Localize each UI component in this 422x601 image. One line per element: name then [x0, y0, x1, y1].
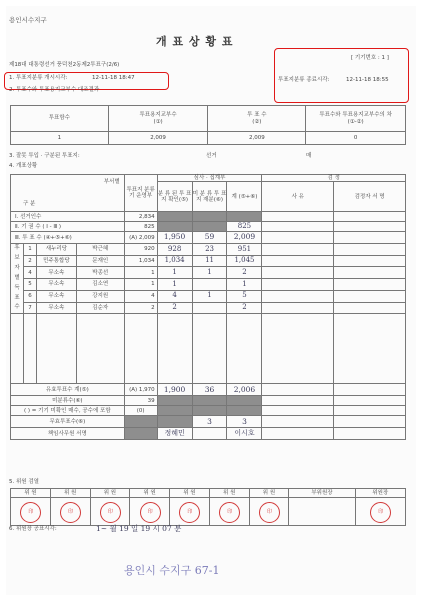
candidate-party: 무소속 — [36, 267, 76, 279]
empty-cell — [227, 314, 262, 384]
signature-cell — [192, 428, 227, 440]
candidate-hw — [192, 302, 227, 314]
candidate-hw: 1 — [157, 267, 192, 279]
committee-header: 위원장 — [355, 489, 405, 498]
committee-header: 위 원 — [11, 489, 51, 498]
seal-stamp: 印 — [60, 502, 81, 523]
unsorted-label: 미분류수(⑥) — [11, 396, 125, 406]
candidate-party: 민주통합당 — [36, 255, 76, 267]
handwritten-cell: 36 — [192, 384, 227, 396]
empty-cell — [262, 384, 334, 396]
seal-stamp: 印 — [259, 502, 280, 523]
candidate-row — [11, 255, 406, 267]
committee-sign-cell — [289, 498, 355, 526]
empty-cell — [262, 302, 334, 314]
summary-header: 투 표 수 (②) — [208, 106, 306, 132]
empty-cell — [262, 279, 334, 291]
empty-cell — [262, 244, 334, 256]
candidate-no: 2 — [23, 255, 36, 267]
candidate-hw: 4 — [157, 290, 192, 302]
committee-sign-cell — [90, 498, 130, 526]
empty-cell — [262, 232, 334, 244]
shaded-cell — [227, 212, 262, 222]
seal-stamp: 印 — [370, 502, 391, 523]
empty-cell — [262, 314, 334, 384]
abstain-value: 825 — [124, 222, 157, 232]
candidate-hw: 928 — [157, 244, 192, 256]
shaded-cell — [157, 222, 192, 232]
section-4-label: 4. 개표상황 — [9, 163, 38, 169]
unsorted-value: 39 — [124, 396, 157, 406]
empty-cell — [334, 212, 406, 222]
section-5-label: 5. 위원 검열 — [9, 479, 39, 485]
sign-label: 책임사무원 서명 — [11, 428, 125, 440]
count-table — [10, 174, 406, 440]
sorted-confirm-header: 분 류 된 투 표 지 확인(⑤) — [157, 182, 192, 212]
election-name: 제18대 대통령선거 풍덕천2동제2투표구(2/6) — [9, 62, 120, 68]
candidate-no: 6 — [23, 290, 36, 302]
candidate-hw: 1,045 — [227, 255, 262, 267]
section-6-label: 6. 위원장 공표시각: — [9, 526, 57, 532]
summary-header: 투표수와 투표용지교부수의 차 (①-②) — [306, 106, 406, 132]
reason-header: 사 유 — [262, 182, 334, 212]
shaded-cell — [227, 406, 262, 416]
summary-header: 투표함수 — [11, 106, 109, 132]
valid-sorted: (A) 1,970 — [124, 384, 157, 396]
committee-sign-cell — [249, 498, 289, 526]
handwritten-cell: 1,950 — [157, 232, 192, 244]
section-3-label: 3. 잘못 투입 · 구분된 투표지: — [9, 153, 80, 159]
machine-number: [ 기기번호 : 1 ] — [351, 55, 389, 61]
candidate-hw: 2 — [227, 267, 262, 279]
candidate-name: 김순자 — [76, 302, 124, 314]
empty-cell — [334, 314, 406, 384]
committee-sign-cell — [50, 498, 90, 526]
summary-cell: 2,009 — [208, 132, 306, 145]
candidate-sorted: 2 — [124, 302, 157, 314]
candidate-hw: 2 — [227, 302, 262, 314]
candidate-hw: 23 — [192, 244, 227, 256]
empty-cell — [334, 416, 406, 428]
count-start-label: 1. 투표지분류 개시시각: — [9, 75, 68, 81]
candidate-no: 7 — [23, 302, 36, 314]
footer-handwriting: 용인시 수지구 67-1 — [124, 564, 220, 577]
candidate-hw — [192, 279, 227, 291]
shaded-cell — [157, 406, 192, 416]
candidate-name: 김소연 — [76, 279, 124, 291]
empty-cell — [124, 314, 157, 384]
candidate-party: 무소속 — [36, 290, 76, 302]
unsorted-header: 미 분 류 투 표 지 재분(⑥) — [192, 182, 227, 212]
candidate-name: 박종선 — [76, 267, 124, 279]
shaded-cell — [192, 212, 227, 222]
shaded-cell — [157, 416, 192, 428]
candidate-row — [11, 302, 406, 314]
candidate-sorted: 1 — [124, 279, 157, 291]
section-3-unit: 매 — [306, 153, 312, 159]
seal-stamp: 印 — [179, 502, 200, 523]
empty-cell — [36, 314, 76, 384]
summary-cell: 2,009 — [108, 132, 208, 145]
candidate-no: 1 — [23, 244, 36, 256]
empty-cell — [262, 406, 334, 416]
empty-cell — [334, 406, 406, 416]
count-end-time: 12-11-18 18:55 — [346, 77, 389, 83]
empty-cell — [23, 314, 36, 384]
candidate-row — [11, 290, 406, 302]
count-status-sheet — [6, 6, 416, 595]
handwritten-cell: 2,009 — [227, 232, 262, 244]
summary-cell: 0 — [306, 132, 406, 145]
table-corner: 구 분 부서별 — [11, 175, 125, 212]
seal-stamp: 印 — [20, 502, 41, 523]
candidate-name: 문재인 — [76, 255, 124, 267]
candidate-hw: 1 — [192, 267, 227, 279]
sorter-header: 투표지 분류기 운영부 — [124, 175, 157, 212]
page-title: 개 표 상 황 표 — [156, 35, 234, 48]
empty-cell — [334, 244, 406, 256]
empty-cell — [262, 267, 334, 279]
shaded-cell — [124, 428, 157, 440]
handwritten-cell: 3 — [227, 416, 262, 428]
summary-table — [10, 105, 406, 145]
shaded-cell — [192, 396, 227, 406]
summary-cell: 1 — [11, 132, 109, 145]
empty-cell — [334, 396, 406, 406]
candidate-hw: 1 — [227, 279, 262, 291]
candidate-party: 무소속 — [36, 302, 76, 314]
note-value: (0) — [124, 406, 157, 416]
empty-cell — [76, 314, 124, 384]
candidate-sorted: 920 — [124, 244, 157, 256]
candidate-no: 5 — [23, 279, 36, 291]
shaded-cell — [227, 396, 262, 406]
committee-header: 부위원장 — [289, 489, 355, 498]
handwritten-cell: 59 — [192, 232, 227, 244]
empty-cell — [334, 290, 406, 302]
candidate-hw: 1 — [192, 290, 227, 302]
committee-sign-cell — [355, 498, 405, 526]
empty-cell — [262, 222, 334, 232]
candidate-hw: 951 — [227, 244, 262, 256]
signature-cell: 이시호 — [227, 428, 262, 440]
shaded-cell — [157, 212, 192, 222]
shaded-cell — [192, 406, 227, 416]
empty-cell — [334, 232, 406, 244]
committee-header: 위 원 — [130, 489, 170, 498]
candidate-no: 4 — [23, 267, 36, 279]
empty-cell — [262, 290, 334, 302]
handwritten-cell: 825 — [227, 222, 262, 232]
empty-cell — [11, 314, 24, 384]
handwritten-cell: 3 — [192, 416, 227, 428]
candidate-row — [11, 279, 406, 291]
committee-table — [10, 488, 406, 526]
committee-header: 위 원 — [90, 489, 130, 498]
sum-header: 계 (⑤+⑥) — [227, 182, 262, 212]
invalid-label: 무효투표수(⑥) — [11, 416, 125, 428]
empty-cell — [262, 212, 334, 222]
seal-stamp: 印 — [219, 502, 240, 523]
empty-cell — [334, 222, 406, 232]
shaded-cell — [124, 416, 157, 428]
candidate-party: 새누리당 — [36, 244, 76, 256]
announce-time: 1~ 월 19 일 19 시 07 분 — [96, 524, 182, 533]
reviewer-header: 검정자 서 명 — [334, 182, 406, 212]
candidate-name: 박근혜 — [76, 244, 124, 256]
count-end-label: 투표지분류 종료시각: — [278, 77, 330, 83]
committee-sign-cell — [11, 498, 51, 526]
candidate-name: 강지원 — [76, 290, 124, 302]
empty-cell — [192, 314, 227, 384]
candidate-hw: 5 — [227, 290, 262, 302]
committee-header: 위 원 — [50, 489, 90, 498]
committee-sign-cell — [170, 498, 210, 526]
section-2-label: 2. 투표수와 투표용지교부수 대조결과 — [9, 87, 100, 93]
candidate-sorted: 1,034 — [124, 255, 157, 267]
candidate-hw: 11 — [192, 255, 227, 267]
empty-cell — [334, 279, 406, 291]
row-label: Ⅱ. 기 권 수 ( Ⅰ - Ⅲ ) — [11, 222, 125, 232]
committee-header: 위 원 — [249, 489, 289, 498]
empty-cell — [262, 416, 334, 428]
empty-cell — [262, 255, 334, 267]
committee-header: 위 원 — [170, 489, 210, 498]
candidate-row — [11, 267, 406, 279]
candidate-sorted: 1 — [124, 267, 157, 279]
shaded-cell — [157, 396, 192, 406]
summary-header: 투표용지교부수 (①) — [108, 106, 208, 132]
empty-cell — [157, 314, 192, 384]
voters-value: 2,834 — [124, 212, 157, 222]
seal-stamp: 印 — [140, 502, 161, 523]
empty-cell — [334, 267, 406, 279]
candidate-side-label: 후 보 자 별 득 표 수 — [11, 244, 24, 314]
district-label: 용인시수지구 — [9, 16, 47, 24]
section-3-value: 선거 — [206, 153, 217, 159]
empty-cell — [262, 396, 334, 406]
candidate-hw: 1,034 — [157, 255, 192, 267]
candidate-hw: 2 — [157, 302, 192, 314]
valid-label: 유효투표수 계(⑤) — [11, 384, 125, 396]
handwritten-cell: 2,006 — [227, 384, 262, 396]
note-label: ( ) = 기기 미확인 매수, 공수에 포함 — [11, 406, 125, 416]
committee-sign-cell — [209, 498, 249, 526]
check-header: 심사 · 집계부 — [157, 175, 262, 182]
review-header: 검 정 — [262, 175, 406, 182]
empty-cell — [334, 302, 406, 314]
candidate-sorted: 4 — [124, 290, 157, 302]
candidate-party: 무소속 — [36, 279, 76, 291]
row-label: Ⅲ. 투 표 수 (④+⑤+⑥) — [11, 232, 125, 244]
empty-cell — [334, 428, 406, 440]
seal-stamp: 印 — [100, 502, 121, 523]
candidate-hw: 1 — [157, 279, 192, 291]
committee-sign-cell — [130, 498, 170, 526]
candidate-row — [11, 244, 406, 256]
signature-cell: 정혜민 — [157, 428, 192, 440]
row-label: Ⅰ. 선거인수 — [11, 212, 125, 222]
committee-header: 위 원 — [209, 489, 249, 498]
handwritten-cell: 1,900 — [157, 384, 192, 396]
empty-cell — [262, 428, 334, 440]
empty-cell — [334, 255, 406, 267]
votes-total-value: (A) 2,009 — [124, 232, 157, 244]
shaded-cell — [192, 222, 227, 232]
blank-rows — [11, 314, 406, 384]
count-start-time: 12-11-18 18:47 — [92, 75, 135, 81]
empty-cell — [334, 384, 406, 396]
